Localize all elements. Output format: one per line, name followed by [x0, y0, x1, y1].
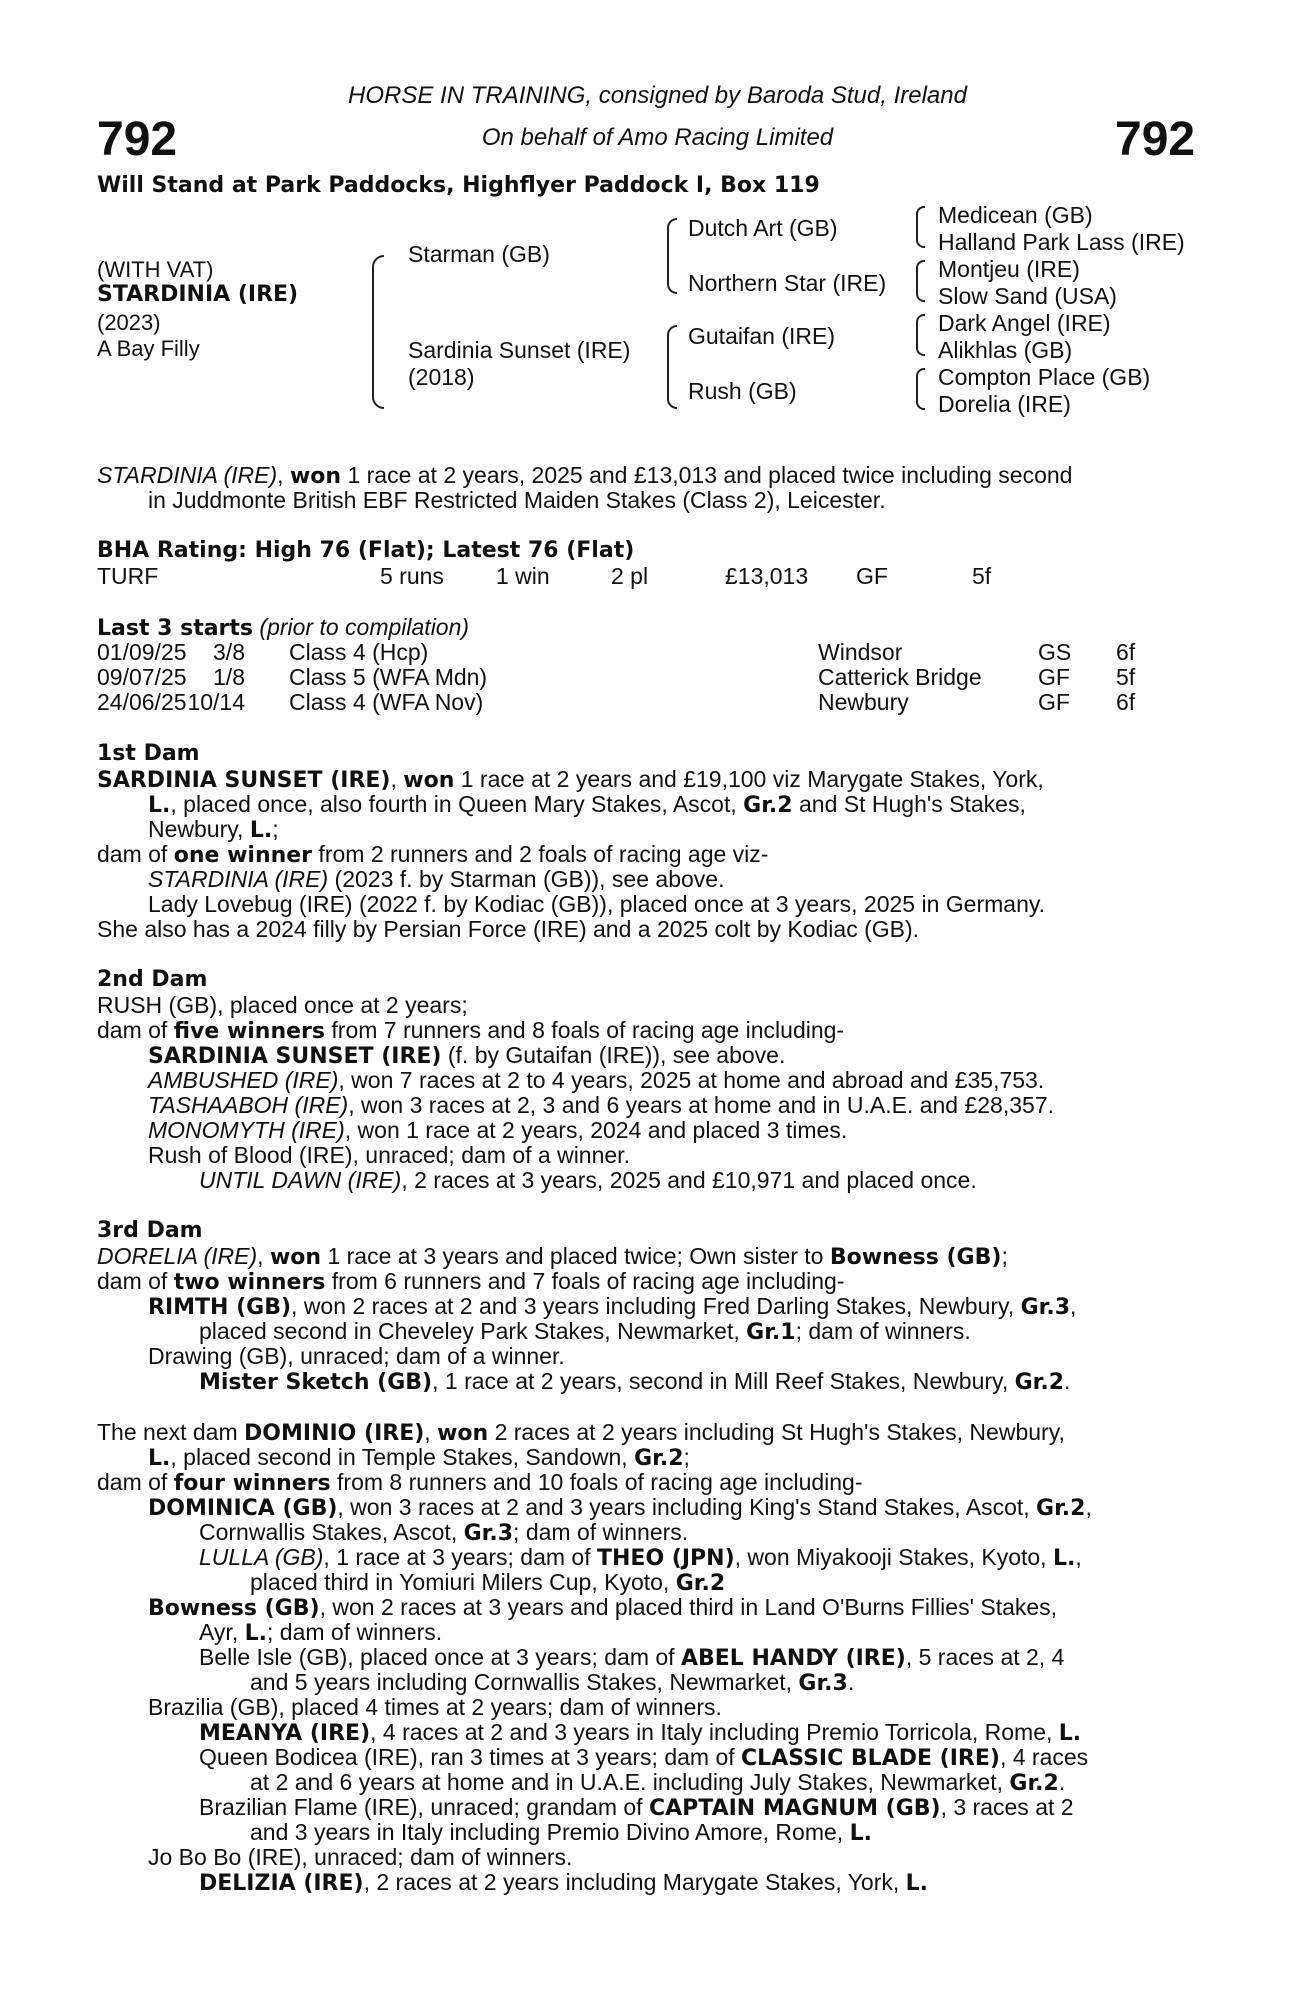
pedigree-dam-dam: Rush (GB)	[688, 378, 797, 404]
start-going: GS	[1038, 639, 1072, 665]
brace-sire-dam	[372, 255, 384, 409]
record-surface: TURF	[97, 563, 159, 589]
second-dam-title: 2nd Dam	[97, 967, 208, 992]
start-race: Class 5 (WFA Mdn)	[289, 664, 488, 690]
lot-number-left: 792	[97, 113, 178, 166]
next-dam-line-11: and 5 years including Cornwallis Stakes, Newmarket, Gr.3.	[250, 1669, 855, 1696]
pedigree-dam-year: (2018)	[408, 364, 475, 390]
dam1-line-5: STARDINIA (IRE) (2023 f. by Starman (GB)), see above.	[148, 866, 725, 892]
horse-description: A Bay Filly	[97, 336, 200, 361]
pedigree-ssd: Halland Park Lass (IRE)	[938, 229, 1185, 255]
start-pos: 3/8	[213, 639, 245, 665]
pedigree-sire-dam: Northern Star (IRE)	[688, 270, 887, 296]
summary-line-1: STARDINIA (IRE), won 1 race at 2 years, 2025 and £13,013 and placed twice including second	[97, 462, 1073, 489]
next-dam-line-10: Belle Isle (GB), placed once at 3 years; dam of ABEL HANDY (IRE), 5 races at 2, 4	[199, 1644, 1065, 1671]
dam3-line-4: placed second in Cheveley Park Stakes, Newmarket, Gr.1; dam of winners.	[199, 1318, 971, 1345]
record-earnings: £13,013	[725, 563, 809, 589]
start-going: GF	[1038, 664, 1070, 690]
start-race: Class 4 (WFA Nov)	[289, 689, 484, 715]
next-dam-line-16: Brazilian Flame (IRE), unraced; grandam of CAPTAIN MAGNUM (GB), 3 races at 2	[199, 1794, 1074, 1821]
summary-line-2: in Juddmonte British EBF Restricted Maiden Stakes (Class 2), Leicester.	[148, 487, 886, 513]
first-dam-title: 1st Dam	[97, 741, 200, 766]
brace-sire-line	[667, 218, 677, 294]
summary-text-1: 1 race at 2 years, 2025 and £13,013 and placed twice including second	[341, 462, 1073, 488]
lot-number-right: 792	[1115, 113, 1196, 166]
next-dam-line-4: DOMINICA (GB), won 3 races at 2 and 3 years including King's Stand Stakes, Ascot, Gr.2,	[148, 1494, 1092, 1521]
pedigree-ddd: Dorelia (IRE)	[938, 391, 1071, 417]
pedigree-sire: Starman (GB)	[408, 241, 550, 267]
next-dam-line-12: Brazilia (GB), placed 4 times at 2 years; dam of winners.	[148, 1694, 722, 1720]
dam3-line-2: dam of two winners from 6 runners and 7 foals of racing age including-	[97, 1268, 845, 1295]
dam2-line-3: SARDINIA SUNSET (IRE) (f. by Gutaifan (IRE)), see above.	[148, 1042, 786, 1069]
dam1-line-3: Newbury, L.;	[148, 816, 279, 843]
summary-horse-name: STARDINIA (IRE)	[97, 462, 278, 488]
dam3-line-1: DORELIA (IRE), won 1 race at 3 years and placed twice; Own sister to Bowness (GB);	[97, 1243, 1008, 1270]
next-dam-line-3: dam of four winners from 8 runners and 10 foals of racing age including-	[97, 1469, 863, 1496]
pedigree-dam-sire: Gutaifan (IRE)	[688, 323, 835, 349]
start-dist: 6f	[1116, 689, 1136, 715]
start-date: 24/06/25	[97, 689, 187, 715]
dam1-line-1: SARDINIA SUNSET (IRE), won 1 race at 2 years and £19,100 viz Marygate Stakes, York,	[97, 766, 1044, 793]
start-course: Windsor	[818, 639, 903, 665]
last-starts-heading	[97, 614, 469, 641]
next-dam-line-19: DELIZIA (IRE), 2 races at 2 years including Marygate Stakes, York, L.	[199, 1869, 929, 1896]
record-runs: 5 runs	[380, 563, 444, 589]
dam1-line-4: dam of one winner from 2 runners and 2 foals of racing age viz-	[97, 841, 769, 868]
start-pos: 10/14	[187, 689, 245, 715]
next-dam-line-13: MEANYA (IRE), 4 races at 2 and 3 years in Italy including Premio Torricola, Rome, L.	[199, 1719, 1082, 1746]
vat-label: (WITH VAT)	[97, 257, 214, 282]
start-course: Catterick Bridge	[818, 664, 982, 690]
stand-location: Will Stand at Park Paddocks, Highflyer Paddock I, Box 119	[97, 173, 820, 198]
next-dam-line-18: Jo Bo Bo (IRE), unraced; dam of winners.	[148, 1844, 573, 1870]
next-dam-line-14: Queen Bodicea (IRE), ran 3 times at 3 years; dam of CLASSIC BLADE (IRE), 4 races	[199, 1744, 1089, 1771]
dam3-line-5: Drawing (GB), unraced; dam of a winner.	[148, 1343, 565, 1369]
record-placed: 2 pl	[611, 563, 649, 589]
third-dam-title: 3rd Dam	[97, 1218, 203, 1243]
next-dam-line-17: and 3 years in Italy including Premio Divino Amore, Rome, L.	[250, 1819, 872, 1846]
brace-g4	[916, 368, 925, 410]
dam1-line-7: She also has a 2024 filly by Persian Force (IRE) and a 2025 colt by Kodiac (GB).	[97, 916, 920, 942]
record-distance: 5f	[972, 563, 992, 589]
pedigree-sds: Montjeu (IRE)	[938, 256, 1080, 282]
start-going: GF	[1038, 689, 1070, 715]
next-dam-line-2: L., placed second in Temple Stakes, Sandown, Gr.2;	[148, 1444, 690, 1471]
dam3-line-6: Mister Sketch (GB), 1 race at 2 years, second in Mill Reef Stakes, Newbury, Gr.2.	[199, 1368, 1071, 1395]
brace-g3	[916, 314, 925, 356]
dam2-line-1: RUSH (GB), placed once at 2 years;	[97, 992, 468, 1018]
horse-name: STARDINIA (IRE)	[97, 282, 299, 307]
dam2-line-8: UNTIL DAWN (IRE), 2 races at 3 years, 2025 and £10,971 and placed once.	[199, 1167, 977, 1193]
behalf-line: On behalf of Amo Racing Limited	[481, 124, 834, 151]
pedigree-dss: Dark Angel (IRE)	[938, 310, 1111, 336]
next-dam-line-5: Cornwallis Stakes, Ascot, Gr.3; dam of winners.	[199, 1519, 689, 1546]
dam2-line-7: Rush of Blood (IRE), unraced; dam of a winner.	[148, 1142, 630, 1168]
start-course: Newbury	[818, 689, 909, 715]
brace-g2	[916, 260, 925, 302]
dam2-line-6: MONOMYTH (IRE), won 1 race at 2 years, 2024 and placed 3 times.	[148, 1117, 848, 1143]
next-dam-line-7: placed third in Yomiuri Milers Cup, Kyoto, Gr.2	[250, 1569, 726, 1596]
brace-dam-line	[667, 325, 677, 409]
start-dist: 6f	[1116, 639, 1136, 665]
last-starts-title: Last 3 starts	[97, 616, 254, 641]
start-date: 01/09/25	[97, 639, 187, 665]
record-wins: 1 win	[496, 563, 550, 589]
pedigree-sdd: Slow Sand (USA)	[938, 283, 1117, 309]
start-date: 09/07/25	[97, 664, 187, 690]
last-starts-note: (prior to compilation)	[259, 614, 470, 640]
dam2-line-4: AMBUSHED (IRE), won 7 races at 2 to 4 years, 2025 at home and abroad and £35,753.	[148, 1067, 1045, 1093]
next-dam-line-1: The next dam DOMINIO (IRE), won 2 races at 2 years including St Hugh's Stakes, Newbury,	[97, 1419, 1065, 1446]
dam1-line-2: L., placed once, also fourth in Queen Mary Stakes, Ascot, Gr.2 and St Hugh's Stakes,	[148, 791, 1026, 818]
pedigree-sss: Medicean (GB)	[938, 202, 1093, 228]
next-dam-line-6: LULLA (GB), 1 race at 3 years; dam of THEO (JPN), won Miyakooji Stakes, Kyoto, L.,	[199, 1544, 1082, 1571]
next-dam-line-9: Ayr, L.; dam of winners.	[199, 1619, 443, 1646]
dam1-line-6: Lady Lovebug (IRE) (2022 f. by Kodiac (GB)), placed once at 3 years, 2025 in Germany.	[148, 891, 1046, 917]
pedigree-sire-sire: Dutch Art (GB)	[688, 215, 838, 241]
start-dist: 5f	[1116, 664, 1136, 690]
pedigree-dsd: Alikhlas (GB)	[938, 337, 1073, 363]
brace-g1	[916, 206, 925, 248]
start-pos: 1/8	[213, 664, 245, 690]
dam2-line-2: dam of five winners from 7 runners and 8 foals of racing age including-	[97, 1017, 845, 1044]
dam1-won: won	[403, 768, 455, 793]
pedigree-dam: Sardinia Sunset (IRE)	[408, 337, 631, 363]
summary-won: won	[289, 464, 342, 489]
horse-year: (2023)	[97, 310, 161, 335]
dam2-line-5: TASHAABOH (IRE), won 3 races at 2, 3 and 6 years at home and in U.A.E. and £28,357.	[148, 1092, 1054, 1118]
start-race: Class 4 (Hcp)	[289, 639, 429, 665]
consignment-line: HORSE IN TRAINING, consigned by Baroda Stud, Ireland	[348, 82, 967, 109]
dam1-name: SARDINIA SUNSET (IRE)	[97, 768, 391, 793]
record-going: GF	[856, 563, 888, 589]
next-dam-line-8: Bowness (GB), won 2 races at 3 years and placed third in Land O'Burns Fillies' Stakes,	[148, 1594, 1058, 1621]
pedigree-dds: Compton Place (GB)	[938, 364, 1151, 390]
next-dam-line-15: at 2 and 6 years at home and in U.A.E. including July Stakes, Newmarket, Gr.2.	[250, 1769, 1066, 1796]
bha-rating-title: BHA Rating: High 76 (Flat); Latest 76 (Flat)	[97, 538, 635, 563]
dam3-line-3: RIMTH (GB), won 2 races at 2 and 3 years including Fred Darling Stakes, Newbury, Gr.3,	[148, 1293, 1077, 1320]
